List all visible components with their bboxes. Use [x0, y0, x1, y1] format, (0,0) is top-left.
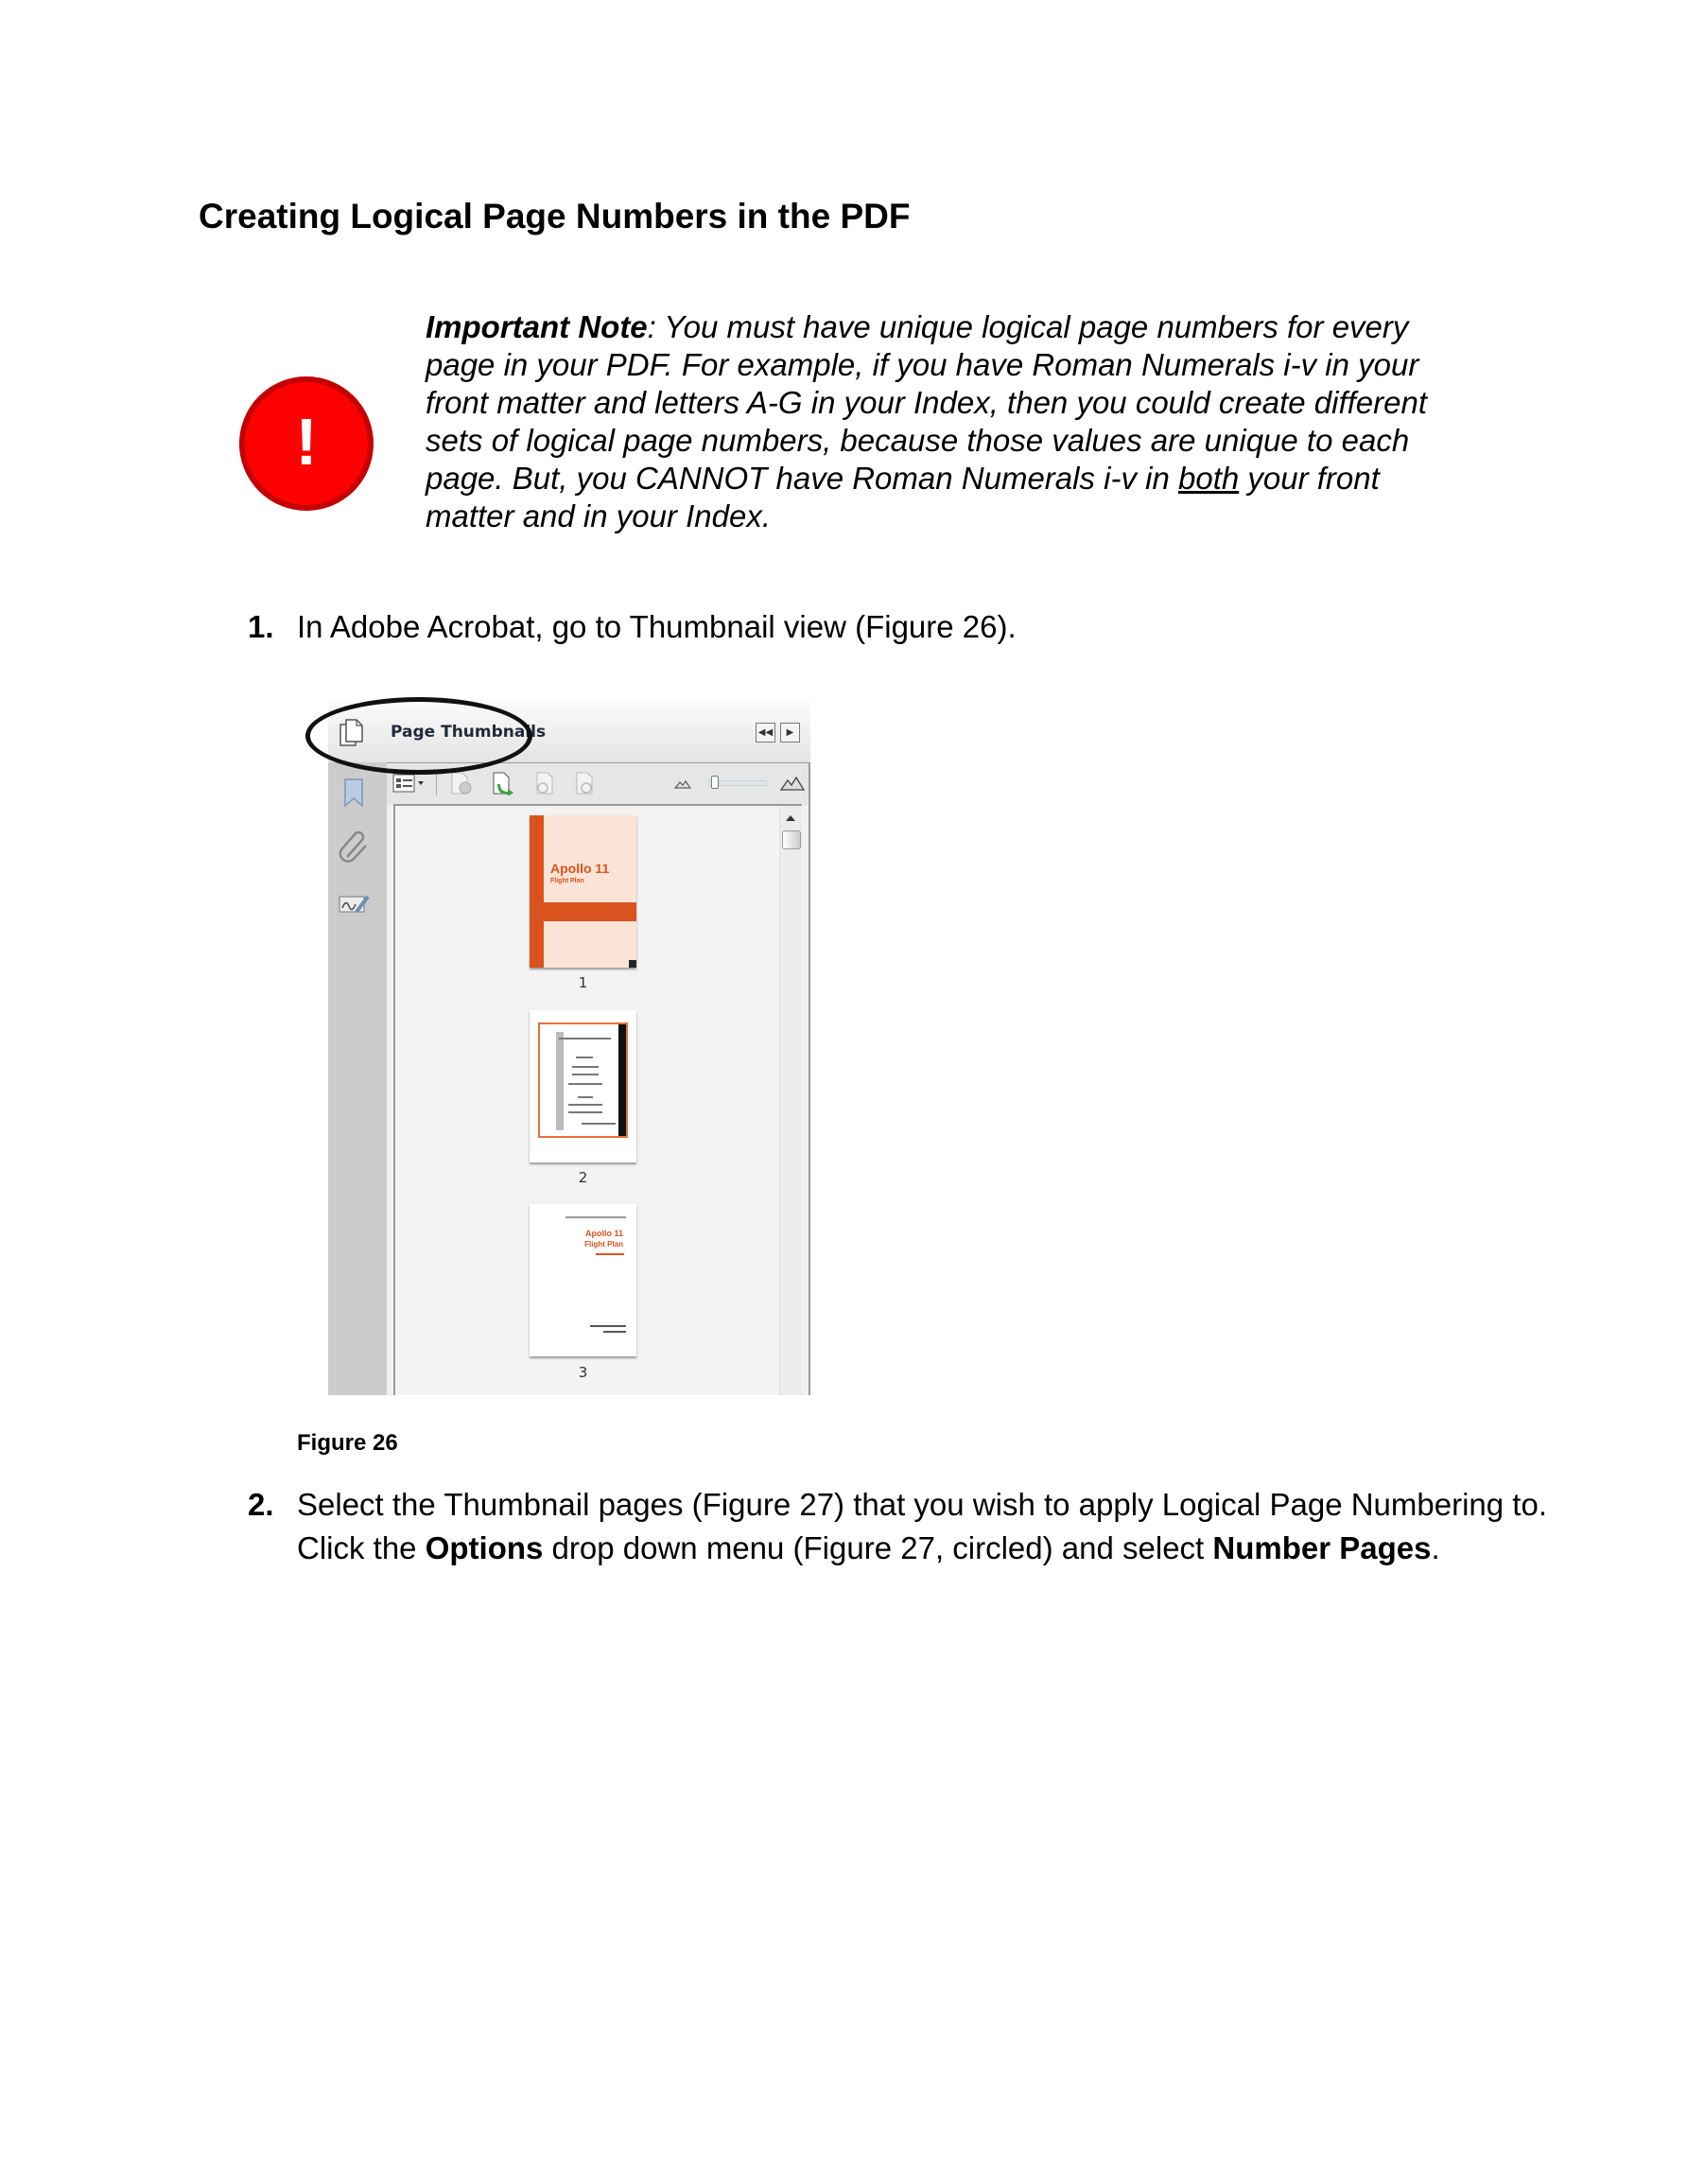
scroll-up-arrow[interactable] [786, 815, 795, 821]
thumbnail-label: 2 [578, 1169, 588, 1186]
page-title: Creating Logical Page Numbers in the PDF [199, 197, 911, 236]
insert-page-icon[interactable] [491, 771, 515, 795]
note-text-end: your front matter and in your Index. [426, 461, 1380, 533]
note-text: : You must have unique logical page numbers for every page in your PDF. For example, if you have Roman Numerals i-v in your front matter and letters A-G in your Index, then you could create different sets of logical page numbers, because those values are unique to each page. But, you CANNOT have Roman Numerals i-v in [426, 309, 1427, 496]
thumbnail-page-1[interactable] [530, 815, 636, 968]
resize-handle[interactable] [629, 960, 636, 968]
navigation-sidebar [328, 762, 387, 1395]
rotate-left-icon[interactable] [532, 771, 557, 795]
thumbnail-page-3[interactable] [530, 1204, 636, 1356]
options-term: Options [425, 1530, 544, 1565]
thumbnail-label: 1 [578, 974, 588, 991]
important-note [426, 308, 1475, 535]
scrollbar[interactable] [779, 806, 802, 1395]
collapse-panel-button[interactable]: ◀◀ [756, 723, 775, 743]
step-text [297, 1483, 1564, 1570]
step-number: 1. [248, 609, 274, 644]
thumb-subtitle: Flight Plan [584, 1240, 623, 1249]
step-text: In Adobe Acrobat, go to Thumbnail view (Figure 26). [297, 609, 1017, 644]
signature-icon[interactable] [338, 887, 372, 921]
zoom-in-icon[interactable] [780, 771, 805, 795]
note-underlined: both [1177, 461, 1240, 496]
figure-caption: Figure 26 [297, 1430, 398, 1456]
bookmark-icon[interactable] [338, 776, 372, 810]
note-label: Important Note [426, 309, 648, 344]
step-number: 2. [248, 1487, 274, 1522]
delete-page-icon[interactable] [449, 771, 474, 795]
step-text-part: drop down menu (Figure 27, circled) and select [543, 1530, 1213, 1565]
thumb-title: Apollo 11 [550, 861, 610, 876]
thumbnail-view[interactable] [393, 804, 802, 1395]
step-text-part: Select the Thumbnail pages (Figure 27) that you wish to apply Logical Page Numbering to. Click the [297, 1487, 1547, 1565]
thumbnail-page-2[interactable] [530, 1010, 636, 1162]
rotate-right-icon[interactable] [572, 771, 597, 795]
zoom-out-icon[interactable] [670, 771, 695, 795]
thumbnail-label: 3 [578, 1364, 588, 1381]
paperclip-icon[interactable] [338, 830, 372, 865]
zoom-slider-handle[interactable] [711, 776, 719, 789]
step-text-part: . [1431, 1530, 1440, 1565]
page-thumbnails-panel [328, 700, 810, 1395]
scroll-thumb[interactable] [782, 830, 801, 849]
toolbar-divider [436, 771, 437, 795]
thumb-title: Apollo 11 [584, 1229, 623, 1238]
number-pages-term: Number Pages [1212, 1530, 1432, 1565]
thumb-subtitle: Flight Plan [550, 878, 584, 884]
expand-panel-button[interactable]: ▶ [780, 723, 800, 743]
panel-title: Page Thumbnails [391, 723, 547, 742]
highlight-circle [305, 697, 532, 775]
exclamation-alert-icon: ! [239, 376, 374, 511]
zoom-slider[interactable] [708, 780, 767, 786]
